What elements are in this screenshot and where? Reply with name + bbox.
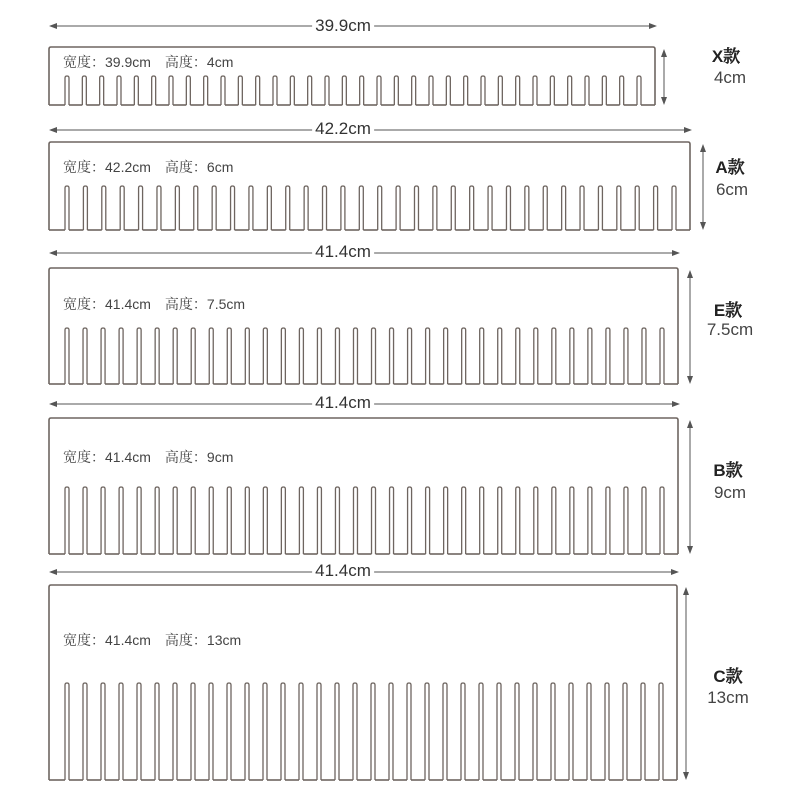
arrowhead-left-c [49, 569, 57, 575]
model-label-a: A款 [715, 158, 745, 177]
arrowhead-up-e [687, 270, 693, 278]
slot [606, 328, 610, 384]
slot [378, 186, 382, 230]
inner-label-a [63, 157, 247, 177]
inner-width-e: 宽度：41.4cm [63, 296, 151, 312]
slot [481, 76, 485, 105]
slot [372, 487, 376, 554]
slot [470, 186, 474, 230]
slot [286, 186, 290, 230]
slot [173, 683, 177, 780]
slot [641, 683, 645, 780]
slot [335, 487, 339, 554]
slot [414, 186, 418, 230]
slot [359, 186, 363, 230]
slot [191, 328, 195, 384]
slot [606, 487, 610, 554]
slot [83, 328, 87, 384]
slot [263, 487, 267, 554]
slot [598, 186, 602, 230]
slot [173, 328, 177, 384]
slot [533, 683, 537, 780]
width-dimension-x: 39.9cm [312, 16, 374, 36]
slot [137, 683, 141, 780]
divider-outline-c [49, 585, 677, 780]
slot [620, 76, 624, 105]
inner-width-c: 宽度：41.4cm [63, 632, 151, 648]
slot [157, 186, 161, 230]
slot [444, 487, 448, 554]
slot [101, 487, 105, 554]
slot [360, 76, 364, 105]
slot [65, 76, 69, 105]
slot [516, 328, 520, 384]
slot [317, 683, 321, 780]
slot [480, 328, 484, 384]
slot [498, 76, 502, 105]
slot [353, 487, 357, 554]
slot [461, 683, 465, 780]
slot [323, 186, 327, 230]
width-dimension-c: 41.4cm [312, 561, 374, 581]
slot [605, 683, 609, 780]
inner-width-x: 宽度：39.9cm [63, 54, 151, 70]
model-label-c: C款 [713, 667, 743, 686]
slot [446, 76, 450, 105]
arrowhead-up-c [683, 587, 689, 595]
slot [433, 186, 437, 230]
slot [209, 328, 213, 384]
slot [479, 683, 483, 780]
slot [525, 186, 529, 230]
slot [624, 487, 628, 554]
slot [155, 683, 159, 780]
slot [588, 328, 592, 384]
slot [281, 683, 285, 780]
slot [617, 186, 621, 230]
slot [299, 683, 303, 780]
slot [426, 328, 430, 384]
slot [390, 487, 394, 554]
slot [534, 328, 538, 384]
slot [623, 683, 627, 780]
slot [335, 328, 339, 384]
slot [65, 487, 69, 554]
slot [227, 487, 231, 554]
slot [497, 683, 501, 780]
slot [256, 76, 260, 105]
slot [429, 76, 433, 105]
slot [464, 76, 468, 105]
slot [515, 683, 519, 780]
slot [516, 76, 520, 105]
slot [134, 76, 138, 105]
slot [249, 186, 253, 230]
slot [139, 186, 143, 230]
arrowhead-left-x [49, 23, 57, 29]
slot [245, 328, 249, 384]
slot [209, 683, 213, 780]
slot [186, 76, 190, 105]
model-label-x: X款 [711, 47, 741, 66]
slot [273, 76, 277, 105]
slot [155, 487, 159, 554]
slot [534, 487, 538, 554]
slot [480, 487, 484, 554]
slot [659, 683, 663, 780]
slot [390, 328, 394, 384]
slot [444, 328, 448, 384]
arrowhead-down-b [687, 546, 693, 554]
slot [209, 487, 213, 554]
divider-outline-e [49, 268, 678, 384]
slot [389, 683, 393, 780]
slot [602, 76, 606, 105]
slot [394, 76, 398, 105]
slot [642, 487, 646, 554]
slot [267, 186, 271, 230]
slot [580, 186, 584, 230]
slot [570, 328, 574, 384]
slot [82, 76, 86, 105]
slot [308, 76, 312, 105]
slot [635, 186, 639, 230]
arrowhead-right-a [684, 127, 692, 133]
slot [585, 76, 589, 105]
model-label-e: E款 [713, 301, 743, 320]
height-dimension-b: 9cm [713, 483, 747, 502]
slot [408, 487, 412, 554]
slot [102, 186, 106, 230]
arrowhead-left-b [49, 401, 57, 407]
slot [281, 328, 285, 384]
slot [65, 328, 69, 384]
arrowhead-left-a [49, 127, 57, 133]
height-dimension-c: 13cm [707, 688, 749, 707]
arrowhead-up-x [661, 49, 667, 57]
slot [570, 487, 574, 554]
slot [587, 683, 591, 780]
slot [569, 683, 573, 780]
arrowhead-down-e [687, 376, 693, 384]
slot [341, 186, 345, 230]
slot [173, 487, 177, 554]
slot [498, 328, 502, 384]
slot [568, 76, 572, 105]
slot [101, 328, 105, 384]
slot [451, 186, 455, 230]
inner-label-c [63, 630, 255, 650]
inner-height-b: 高度：9cm [164, 449, 234, 465]
slot [194, 186, 198, 230]
inner-label-e [63, 294, 259, 314]
slot [137, 328, 141, 384]
slot [227, 683, 231, 780]
inner-height-a: 高度：6cm [164, 159, 234, 175]
slot [353, 683, 357, 780]
arrowhead-down-x [661, 97, 667, 105]
height-dimension-e: 7.5cm [706, 320, 754, 339]
slot [101, 683, 105, 780]
model-label-b: B款 [713, 461, 743, 480]
inner-width-a: 宽度：42.2cm [63, 159, 151, 175]
slot [263, 683, 267, 780]
slot [660, 328, 664, 384]
slot [83, 487, 87, 554]
slot [238, 76, 242, 105]
slot [353, 328, 357, 384]
slot [155, 328, 159, 384]
slot [204, 76, 208, 105]
slot [137, 487, 141, 554]
arrowhead-right-b [672, 401, 680, 407]
slot [221, 76, 225, 105]
width-dimension-e: 41.4cm [312, 242, 374, 262]
slot [543, 186, 547, 230]
slot [191, 487, 195, 554]
slot [552, 487, 556, 554]
inner-label-x [63, 52, 247, 72]
slot [281, 487, 285, 554]
arrowhead-down-a [700, 222, 706, 230]
slot [304, 186, 308, 230]
slot [119, 328, 123, 384]
slot [377, 76, 381, 105]
arrowhead-right-c [671, 569, 679, 575]
slot [506, 186, 510, 230]
slot [325, 76, 329, 105]
slot [65, 683, 69, 780]
slot [371, 683, 375, 780]
slot [412, 76, 416, 105]
arrowhead-up-b [687, 420, 693, 428]
slot [299, 487, 303, 554]
slot [516, 487, 520, 554]
slot [443, 683, 447, 780]
arrowhead-up-a [700, 144, 706, 152]
slot [498, 487, 502, 554]
slot [263, 328, 267, 384]
slot [642, 328, 646, 384]
slot [169, 76, 173, 105]
slot [425, 683, 429, 780]
slot [290, 76, 294, 105]
slot [637, 76, 641, 105]
height-dimension-x: 4cm [713, 68, 747, 87]
slot [317, 328, 321, 384]
width-dimension-a: 42.2cm [312, 119, 374, 139]
slot [562, 186, 566, 230]
slot [65, 186, 69, 230]
height-dimension-a: 6cm [715, 180, 749, 199]
slot [624, 328, 628, 384]
slot [231, 186, 235, 230]
width-dimension-b: 41.4cm [312, 393, 374, 413]
slot [654, 186, 658, 230]
slot [552, 328, 556, 384]
slot [119, 487, 123, 554]
slot [407, 683, 411, 780]
slot [396, 186, 400, 230]
inner-width-b: 宽度：41.4cm [63, 449, 151, 465]
slot [212, 186, 216, 230]
slot [227, 328, 231, 384]
slot [299, 328, 303, 384]
slot [533, 76, 537, 105]
inner-height-e: 高度：7.5cm [164, 296, 246, 312]
slot [550, 76, 554, 105]
slot [245, 683, 249, 780]
divider-outline-b [49, 418, 678, 554]
slot [426, 487, 430, 554]
slot [317, 487, 321, 554]
slot [117, 76, 121, 105]
slot [120, 186, 124, 230]
slot [672, 186, 676, 230]
slot [152, 76, 156, 105]
arrowhead-right-x [649, 23, 657, 29]
slot [488, 186, 492, 230]
arrowhead-left-e [49, 250, 57, 256]
slot [83, 186, 87, 230]
slot [551, 683, 555, 780]
slot [462, 487, 466, 554]
arrowhead-down-c [683, 772, 689, 780]
slot [660, 487, 664, 554]
arrowhead-right-e [672, 250, 680, 256]
slot [462, 328, 466, 384]
divider-outline-a [49, 142, 690, 230]
slot [175, 186, 179, 230]
slot [191, 683, 195, 780]
inner-height-c: 高度：13cm [164, 632, 242, 648]
slot [119, 683, 123, 780]
slot [100, 76, 104, 105]
slot [335, 683, 339, 780]
inner-height-x: 高度：4cm [164, 54, 234, 70]
slot [342, 76, 346, 105]
slot [408, 328, 412, 384]
slot [83, 683, 87, 780]
slot [372, 328, 376, 384]
slot [588, 487, 592, 554]
slot [245, 487, 249, 554]
inner-label-b [63, 447, 247, 467]
